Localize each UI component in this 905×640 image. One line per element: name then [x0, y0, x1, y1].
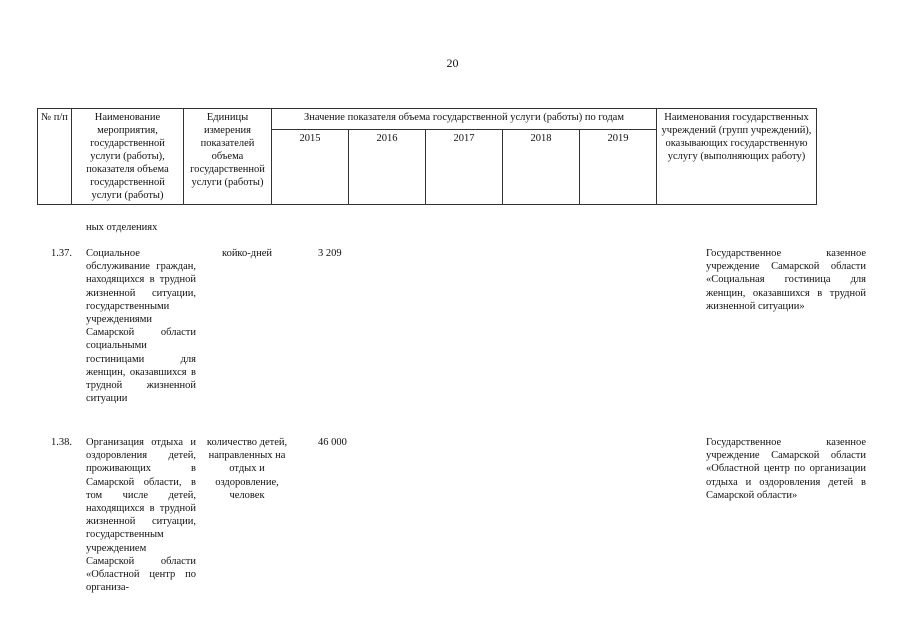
row-unit: койко-дней	[222, 248, 272, 259]
row-value-2015: 46 000	[318, 437, 347, 448]
header-institutions: Наименования государственных учреждений (групп учреждений), оказывающих государственную услугу (выполняющих работу)	[657, 109, 817, 205]
header-name: Наименование мероприятия, государственной услуги (работы), показателя объема государственной услуги (работы)	[72, 109, 184, 205]
row-number: 1.37.	[51, 248, 72, 259]
row-institution: Государственное казенное учреждение Самарской области «Социальная гостиница для женщин, оказавшихся в трудной жизненной ситуации»	[706, 248, 866, 312]
row-number: 1.38.	[51, 437, 72, 448]
row-name: Социальное обслуживание граждан, находящихся в трудной жизненной ситуации, государственными учреждениями Самарской области социальными гостиницами для женщин, оказавшихся в трудной жизненной ситуации	[86, 248, 196, 405]
header-year: 2015	[272, 129, 349, 204]
header-year: 2017	[426, 129, 503, 204]
row-unit: количество детей, направленных на отдых и оздоровление, человек	[206, 437, 288, 501]
continuation-text: ных отделениях	[86, 222, 158, 233]
header-year: 2018	[503, 129, 580, 204]
header-values-group: Значение показателя объема государственной услуги (работы) по годам	[272, 109, 657, 130]
header-num: № п/п	[38, 109, 72, 205]
header-year: 2016	[349, 129, 426, 204]
row-name: Организация отдыха и оздоровления детей, проживающих в Самарской области, в том числе детей, находящихся в трудной жизненной ситуации, государственным учреждением Самарской области «Областной центр по организа-	[86, 437, 196, 594]
header-unit: Единицы измерения показателей объема государственной услуги (работы)	[184, 109, 272, 205]
table-header	[37, 108, 817, 205]
row-institution: Государственное казенное учреждение Самарской области «Областной центр по организации отдыха и оздоровления детей в Самарской области»	[706, 437, 866, 501]
row-value-2015: 3 209	[318, 248, 342, 259]
header-year: 2019	[580, 129, 657, 204]
page-number: 20	[446, 56, 459, 70]
